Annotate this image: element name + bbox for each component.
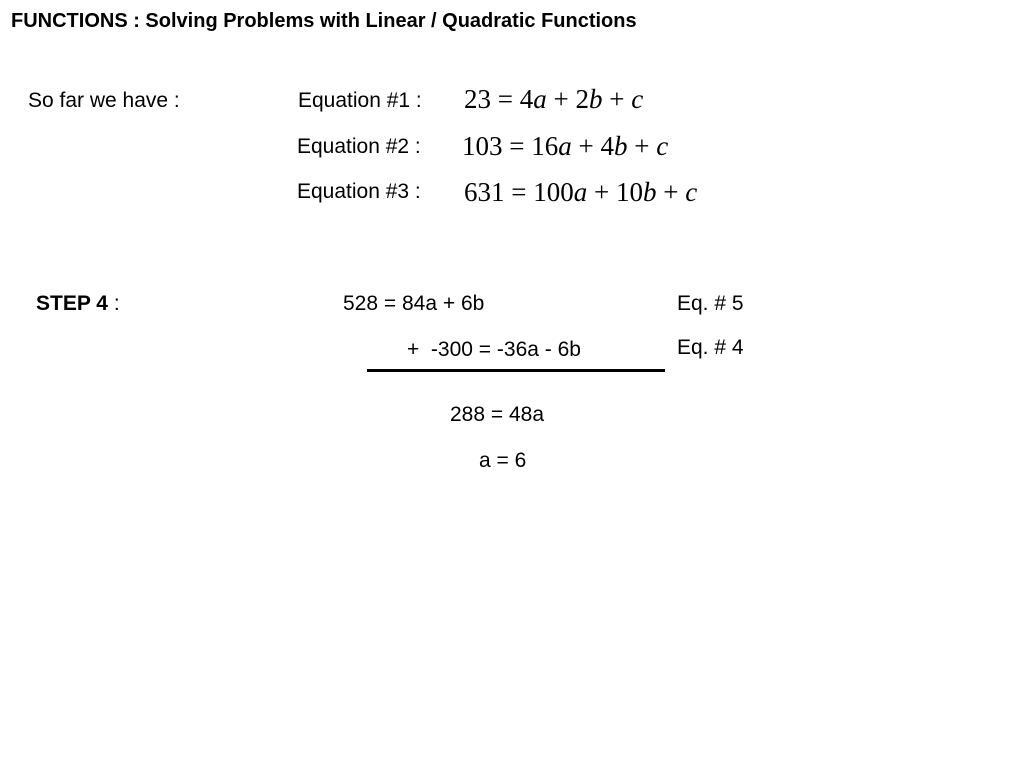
equation-2-label: Equation #2 : [297,135,421,158]
step-line-2: + -300 = -36a - 6b [407,338,581,361]
step-heading [36,292,120,316]
equation-3-plus-1: + [593,177,610,207]
step-line-1-ref: Eq. # 5 [677,292,744,315]
step-answer: a = 6 [479,449,527,472]
equation-1-term-b-var: b [588,84,603,114]
equation-1-plus-2: + [609,84,625,114]
equation-1-equals: = [497,84,513,114]
equation-2 [462,131,668,162]
step-line-2-ref: Eq. # 4 [677,336,744,359]
step-line-1: 528 = 84a + 6b [343,292,485,315]
sum-divider-line [367,369,665,372]
equation-2-plus-2: + [634,131,650,161]
equation-3-term-c: c [685,177,698,207]
intro-text: So far we have : [28,89,180,112]
equation-3-equals: = [511,177,527,207]
equation-3-plus-2: + [663,177,679,207]
equation-2-lhs: 103 [462,131,503,161]
step-colon: : [107,292,120,315]
equation-2-term-c: c [656,131,669,161]
step-result: 288 = 48a [450,403,545,426]
equation-3-label: Equation #3 : [297,180,421,203]
step-label: STEP 4 [36,292,108,315]
equation-1-term-a-coef: 4 [519,84,534,114]
equation-3-lhs: 631 [464,177,505,207]
equation-3 [464,177,697,208]
equation-2-term-a-var: a [558,131,572,161]
equation-3-term-b-coef: 10 [615,177,643,207]
equation-1-term-b-coef: 2 [575,84,589,114]
equation-1-plus-1: + [553,84,569,114]
equation-2-plus-1: + [578,131,594,161]
equation-2-equals: = [509,131,525,161]
equation-1-label: Equation #1 : [298,89,422,112]
equation-2-term-b-coef: 4 [600,131,614,161]
equation-2-term-a-coef: 16 [531,131,559,161]
equation-3-term-b-var: b [642,177,657,207]
equation-1-term-c: c [631,84,644,114]
equation-1 [464,84,643,115]
equation-3-term-a-coef: 100 [533,177,574,207]
equation-1-term-a-var: a [533,84,547,114]
page-title: FUNCTIONS : Solving Problems with Linear / Quadratic Functions [11,10,637,32]
equation-1-lhs: 23 [464,84,491,114]
equation-3-term-a-var: a [573,177,588,207]
equation-2-term-b-var: b [613,131,628,161]
